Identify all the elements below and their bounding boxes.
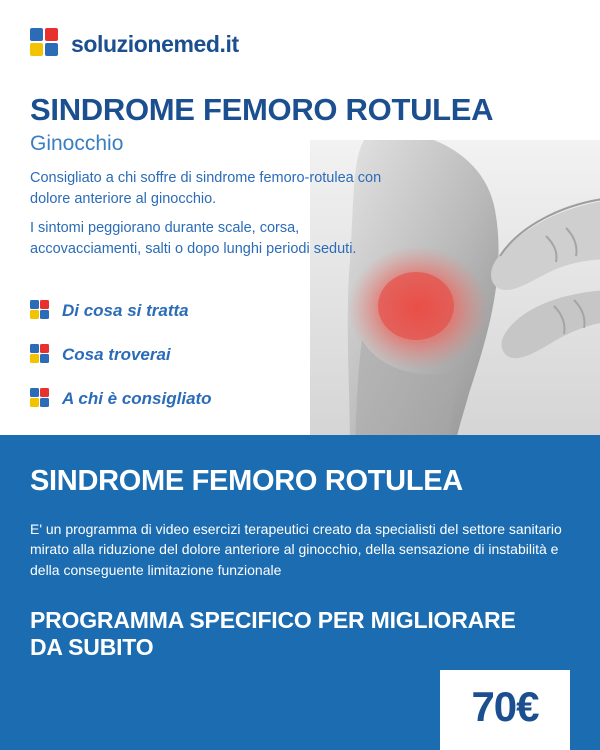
page-subtitle: Ginocchio: [30, 132, 124, 155]
panel-description: E' un programma di video esercizi terapeutici creato da specialisti del settore sanitario mirato alla riduzione del dolore anteriore al ginocchio, della sensazione di instabilità e della conseguente limitazione funzionale: [30, 521, 562, 578]
list-item-label: Cosa troverai: [62, 345, 171, 364]
list-item-label: A chi è consigliato: [62, 389, 212, 408]
list-item[interactable]: [30, 388, 212, 410]
price-value: 70€: [471, 683, 539, 730]
four-squares-bullet-icon: [30, 344, 52, 366]
list-item[interactable]: [30, 300, 212, 322]
intro-paragraph-1: Consigliato a chi soffre di sindrome femoro-rotulea con dolore anteriore al ginocchio.: [30, 170, 382, 207]
intro-paragraph-2: I sintomi peggiorano durante scale, corsa, accovacciamenti, salti o dopo lunghi periodi seduti.: [30, 220, 357, 257]
price-badge: [440, 670, 570, 750]
intro-text: [30, 168, 390, 259]
list-item-label: Di cosa si tratta: [62, 301, 189, 320]
four-squares-bullet-icon: [30, 388, 52, 410]
panel-cta-heading: PROGRAMMA SPECIFICO PER MIGLIORARE DA SUBITO: [30, 607, 516, 661]
four-squares-bullet-icon: [30, 300, 52, 322]
list-item[interactable]: [30, 344, 212, 366]
panel-title: SINDROME FEMORO ROTULEA: [30, 465, 463, 497]
four-squares-logo-icon: [30, 28, 62, 60]
feature-list: [30, 300, 212, 432]
brand-name: soluzionemed.it: [71, 30, 239, 57]
brand-logo[interactable]: [30, 28, 239, 60]
page-title: SINDROME FEMORO ROTULEA: [30, 92, 494, 127]
